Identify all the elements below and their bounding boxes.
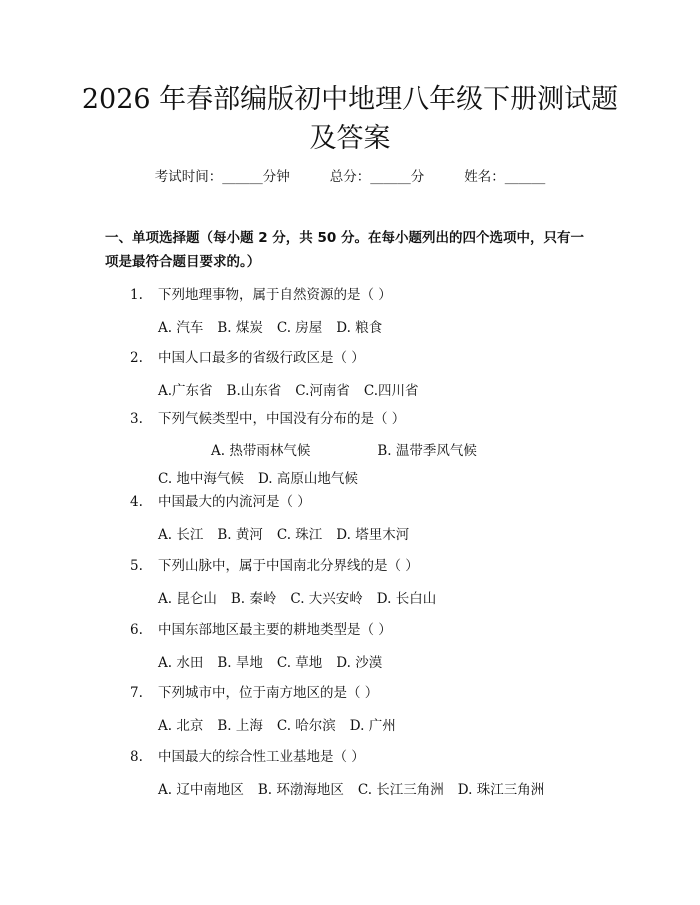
option-b: B.山东省 bbox=[226, 383, 282, 399]
option-a: A. 北京 bbox=[158, 718, 204, 734]
option-a: A. 长江 bbox=[158, 527, 204, 543]
question-options bbox=[158, 587, 450, 611]
question-number: 7. bbox=[130, 685, 143, 701]
option-b: B. 上海 bbox=[217, 718, 263, 734]
page-title bbox=[0, 80, 700, 158]
option-a: A. 昆仑山 bbox=[158, 591, 217, 607]
question-options bbox=[158, 714, 410, 738]
question-number: 8. bbox=[130, 749, 143, 765]
question-stem: 下列地理事物，属于自然资源的是（ ） bbox=[158, 287, 392, 303]
title-line-1: 2026 年春部编版初中地理八年级下册测试题 bbox=[81, 84, 619, 115]
option-b: B. 环渤海地区 bbox=[257, 782, 344, 798]
option-d: D. 沙漠 bbox=[336, 655, 383, 671]
option-c: C. 哈尔滨 bbox=[276, 718, 336, 734]
question-stem: 中国人口最多的省级行政区是（ ） bbox=[158, 350, 365, 366]
title-line-2: 及答案 bbox=[309, 123, 391, 154]
question-stem: 中国东部地区最主要的耕地类型是（ ） bbox=[158, 622, 392, 638]
question-options bbox=[158, 778, 558, 802]
question-options bbox=[158, 379, 433, 403]
question-options bbox=[158, 651, 396, 675]
question-stem: 下列气候类型中，中国没有分布的是（ ） bbox=[158, 411, 406, 427]
section-heading: 一、单项选择题（每小题 2 分，共 50 分。在每小题列出的四个选项中，只有一项是最符合题目要求的。） bbox=[105, 230, 584, 270]
option-d: D. 广州 bbox=[349, 718, 396, 734]
question-stem: 中国最大的综合性工业基地是（ ） bbox=[158, 749, 365, 765]
option-b: B. 温带季风气候 bbox=[377, 443, 477, 459]
option-b: B. 旱地 bbox=[217, 655, 263, 671]
exam-score: 总分：______分 bbox=[329, 169, 425, 185]
option-b: B. 黄河 bbox=[217, 527, 263, 543]
option-d: D. 塔里木河 bbox=[336, 527, 410, 543]
question-number: 3. bbox=[130, 411, 143, 427]
question-options bbox=[158, 316, 396, 340]
question-options bbox=[158, 523, 423, 547]
option-c: C. 大兴安岭 bbox=[290, 591, 363, 607]
option-b: B. 秦岭 bbox=[230, 591, 277, 607]
option-b: B. 煤炭 bbox=[217, 320, 263, 336]
option-a: A. 辽中南地区 bbox=[158, 782, 244, 798]
option-d: D. 粮食 bbox=[336, 320, 383, 336]
question-stem: 下列山脉中，属于中国南北分界线的是（ ） bbox=[158, 558, 419, 574]
question-stem: 中国最大的内流河是（ ） bbox=[158, 494, 311, 510]
student-name: 姓名：______ bbox=[464, 169, 546, 185]
option-a: A. 热带雨林气候 bbox=[211, 443, 311, 459]
question-stem: 下列城市中，位于南方地区的是（ ） bbox=[158, 685, 379, 701]
option-a: A. 水田 bbox=[158, 655, 204, 671]
option-d: C.四川省 bbox=[363, 383, 419, 399]
option-d: D. 长白山 bbox=[376, 591, 437, 607]
option-d: D. 高原山地气候 bbox=[257, 471, 358, 487]
option-d: D. 珠江三角洲 bbox=[457, 782, 545, 798]
option-c: C. 地中海气候 bbox=[158, 471, 244, 487]
option-c: C. 房屋 bbox=[276, 320, 323, 336]
question-number: 1. bbox=[130, 287, 143, 303]
option-a: A.广东省 bbox=[158, 383, 213, 399]
option-c: C. 长江三角洲 bbox=[357, 782, 444, 798]
exam-time: 考试时间：______分钟 bbox=[154, 169, 290, 185]
option-c: C. 珠江 bbox=[276, 527, 323, 543]
question-number: 5. bbox=[130, 558, 143, 574]
option-a: A. 汽车 bbox=[158, 320, 204, 336]
question-number: 4. bbox=[130, 494, 143, 510]
question-number: 2. bbox=[130, 350, 143, 366]
exam-meta bbox=[0, 167, 700, 187]
question-number: 6. bbox=[130, 622, 143, 638]
option-c: C. 草地 bbox=[276, 655, 323, 671]
question-options bbox=[105, 437, 595, 493]
option-c: C.河南省 bbox=[295, 383, 350, 399]
